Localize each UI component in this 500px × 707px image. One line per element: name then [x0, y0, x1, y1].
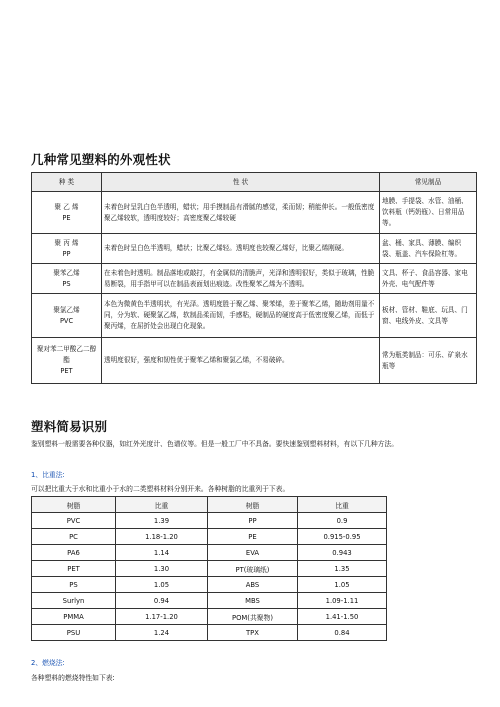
cell-density: 1.09-1.11 [298, 593, 387, 609]
plastic-name: 聚 乙 烯 [54, 202, 79, 211]
cell-name [32, 192, 102, 234]
cell-density: 1.05 [298, 577, 387, 593]
plastic-name: 聚苯乙烯 [53, 268, 80, 277]
cell-use: 文具、杯子、食品容器、家电外壳、电气配件等 [380, 264, 477, 294]
cell-resin: ABS [208, 577, 298, 593]
cell-resin: MBS [208, 593, 298, 609]
section-title-identification: 塑料简易识别 [31, 419, 108, 434]
table-row [32, 234, 477, 264]
header-resin: 树脂 [32, 497, 116, 513]
cell-name [32, 338, 102, 384]
plastic-name: 聚 丙 烯 [54, 238, 79, 247]
table-row [32, 338, 477, 384]
cell-resin: PS [32, 577, 116, 593]
table-row [32, 561, 387, 577]
cell-desc: 未着色时呈乳白色半透明，蜡状；用手摸制品有滑腻的感觉，柔而韧；稍能伸长。一般低密度聚乙烯较软，透明度较好；高密度聚乙烯较硬 [102, 192, 380, 234]
cell-name [32, 234, 102, 264]
plastic-name: 聚氯乙烯 [53, 305, 80, 314]
cell-density: 0.943 [298, 545, 387, 561]
cell-density: 1.30 [116, 561, 208, 577]
cell-density: 1.24 [116, 625, 208, 641]
plastic-name: 聚对苯二甲酸乙二醇酯 [36, 345, 97, 364]
cell-desc: 在未着色时透明。制品落地或敲打，有金属似的清脆声，光泽和透明很好，类似于玻璃，性脆易断裂，用手指甲可以在制品表面划出痕迹。改性聚苯乙烯为不透明。 [102, 264, 380, 294]
cell-resin: TPX [208, 625, 298, 641]
section-title-appearance: 几种常见塑料的外观性状 [31, 152, 171, 167]
cell-resin: EVA [208, 545, 298, 561]
method-burning-note: 各种塑料的燃烧特性如下表: [31, 674, 115, 682]
table-row [32, 513, 387, 529]
plastic-appearance-table [31, 172, 477, 384]
plastic-abbr: PP [62, 249, 71, 258]
cell-density: 1.05 [116, 577, 208, 593]
table-header-row [32, 173, 477, 192]
header-products: 常见制品 [380, 173, 477, 192]
header-resin: 树脂 [208, 497, 298, 513]
cell-resin: PT(玻璃纸) [208, 561, 298, 577]
cell-resin: PE [208, 529, 298, 545]
table-row [32, 545, 387, 561]
cell-density: 0.915-0.95 [298, 529, 387, 545]
cell-resin: POM(共聚物) [208, 609, 298, 625]
plastic-abbr: PS [62, 279, 71, 288]
cell-desc: 未着色时呈白色半透明，蜡状；比聚乙烯轻。透明度也较聚乙烯好，比聚乙烯刚硬。 [102, 234, 380, 264]
cell-name [32, 264, 102, 294]
header-property: 性 状 [102, 173, 380, 192]
cell-resin: PVC [32, 513, 116, 529]
cell-density: 1.41-1.50 [298, 609, 387, 625]
intro-paragraph: 鉴别塑料一般需要各种仪器，如红外光度计、色谱仪等。但是一般工厂中不具备。要快速鉴别塑料材料，有以下几种方法。 [31, 440, 399, 448]
cell-density: 0.94 [116, 593, 208, 609]
table-row [32, 625, 387, 641]
table-row [32, 529, 387, 545]
cell-density: 1.39 [116, 513, 208, 529]
cell-resin: PC [32, 529, 116, 545]
cell-resin: PSU [32, 625, 116, 641]
cell-use: 盆、桶、家具、薄膜、编织袋、瓶盖、汽车保险杠等。 [380, 234, 477, 264]
cell-density: 1.35 [298, 561, 387, 577]
cell-resin: Surlyn [32, 593, 116, 609]
plastic-abbr: PE [62, 213, 71, 222]
cell-use: 地膜、手提袋、水管、油桶、饮料瓶（钙奶瓶）、日常用品等。 [380, 192, 477, 234]
cell-density: 1.14 [116, 545, 208, 561]
table-row [32, 264, 477, 294]
header-density: 比重 [116, 497, 208, 513]
cell-use: 常为瓶类制品：可乐、矿泉水瓶等 [380, 338, 477, 384]
table-row [32, 577, 387, 593]
plastic-abbr: PET [60, 367, 73, 375]
table-header-row [32, 497, 387, 513]
header-density: 比重 [298, 497, 387, 513]
cell-resin: PET [32, 561, 116, 577]
plastic-abbr: PVC [59, 316, 74, 325]
cell-density: 0.84 [298, 625, 387, 641]
table-row [32, 192, 477, 234]
cell-use: 板材、管材、鞋底、玩具、门窗、电线外皮、文具等 [380, 294, 477, 338]
cell-desc: 透明度很好，强度和韧性优于聚苯乙烯和聚氯乙烯，不易破碎。 [102, 338, 380, 384]
cell-density: 1.17-1.20 [116, 609, 208, 625]
method-density-note: 可以把比重大于水和比重小于水的二类塑料材料分别开来。各种树脂的比重列于下表。 [31, 485, 290, 493]
cell-name [32, 294, 102, 338]
method-density-heading[interactable]: 1、比重法: [31, 471, 65, 479]
table-row [32, 609, 387, 625]
cell-resin: PMMA [32, 609, 116, 625]
header-type: 种 类 [32, 173, 102, 192]
cell-resin: PP [208, 513, 298, 529]
cell-density: 1.18-1.20 [116, 529, 208, 545]
cell-density: 0.9 [298, 513, 387, 529]
table-row [32, 294, 477, 338]
method-burning-heading[interactable]: 2、燃烧法: [31, 659, 65, 667]
density-table [31, 496, 387, 641]
cell-resin: PA6 [32, 545, 116, 561]
cell-desc: 本色为微黄色半透明状，有光泽。透明度胜于聚乙烯、聚苯烯，差于聚苯乙烯，随助剂用量不同，分为软、硬聚氯乙烯，软制品柔而韧，手感粘，硬制品的硬度高于低密度聚乙烯，而低于聚丙烯，在屈折处会出现白化现象。 [102, 294, 380, 338]
table-row [32, 593, 387, 609]
